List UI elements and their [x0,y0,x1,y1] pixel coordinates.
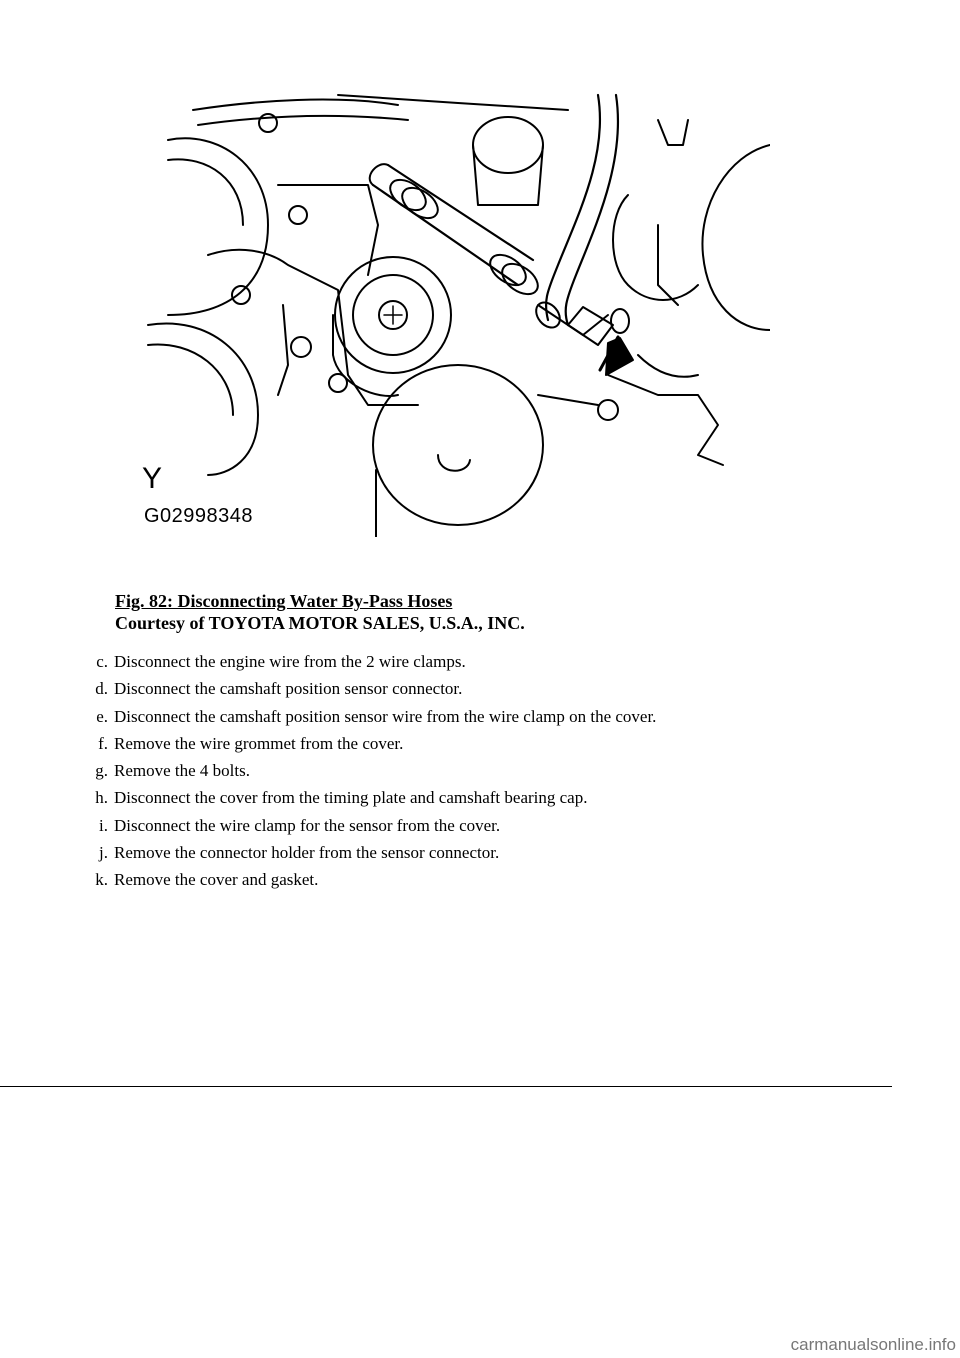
figure-id: G02998348 [144,505,254,527]
step-text: Remove the wire grommet from the cover. [114,733,404,753]
step-text: Disconnect the engine wire from the 2 wire clamps. [114,652,466,671]
figure-credit: Courtesy of TOYOTA MOTOR SALES, U.S.A., INC. [115,613,525,633]
engine-illustration [138,75,770,537]
step-text: Disconnect the camshaft position sensor connector. [114,679,463,699]
page-divider [0,1086,892,1087]
step-marker: g. [95,761,108,781]
step-marker: f. [98,733,108,753]
list-item [70,679,656,699]
list-item [70,652,656,672]
list-item [70,734,656,754]
list-item [70,870,656,890]
list-item [70,816,656,836]
list-item [70,761,656,781]
step-text: Remove the 4 bolts. [114,761,250,781]
step-text: Remove the connector holder from the sensor connector. [114,843,500,863]
step-text: Disconnect the camshaft position sensor wire from the wire clamp on the cover. [114,706,657,726]
step-marker: k. [95,870,108,890]
list-item [70,788,656,808]
figure-caption [115,590,525,634]
step-marker: d. [95,679,108,699]
watermark-link[interactable]: carmanualsonline.info [790,1335,956,1354]
list-item [70,843,656,863]
step-text: Remove the cover and gasket. [114,870,319,890]
step-text: Disconnect the cover from the timing plate and camshaft bearing cap. [114,788,588,808]
list-item [70,707,656,727]
procedure-steps [70,652,656,898]
step-marker: h. [95,788,108,808]
step-marker: j. [99,843,108,863]
step-marker: i. [99,815,108,835]
step-marker: c. [96,652,108,671]
view-label: Y [142,462,163,495]
step-text: Disconnect the wire clamp for the sensor from the cover. [114,815,501,835]
step-marker: e. [96,706,108,726]
figure-title-link[interactable]: Fig. 82: Disconnecting Water By-Pass Hoses [115,591,453,611]
